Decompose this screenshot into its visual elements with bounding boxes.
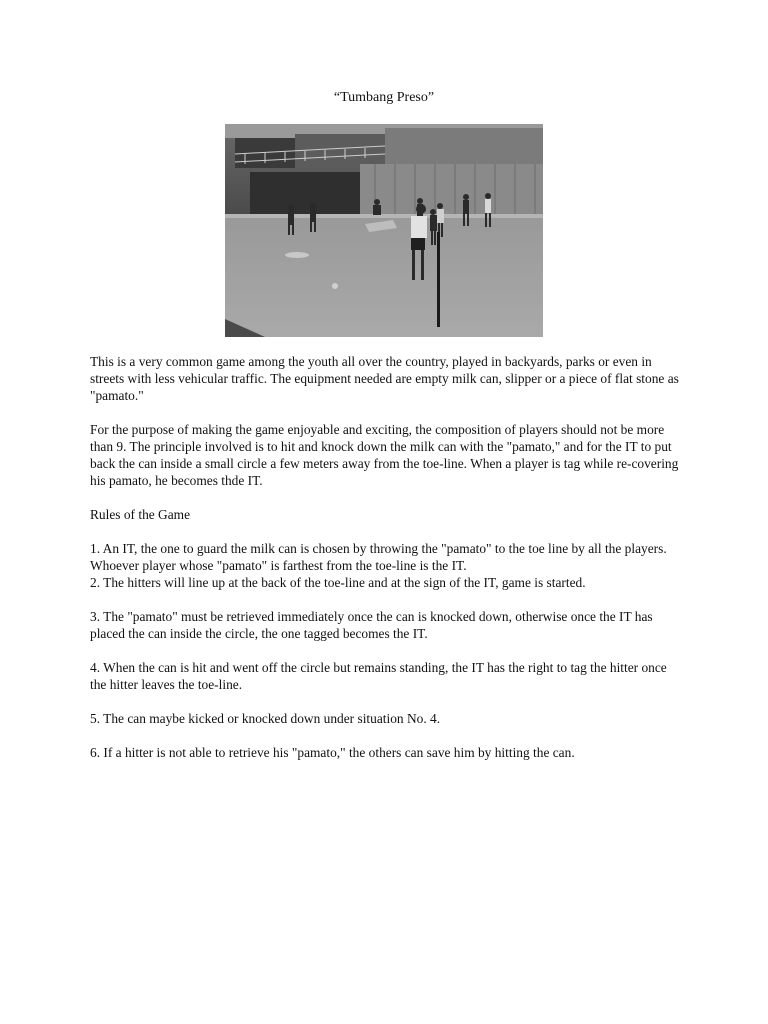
rules-heading: Rules of the Game: [90, 507, 191, 522]
rule-item: 3. The "pamato" must be retrieved immediately once the can is knocked down, otherwise once the IT has placed the can inside the circle, the one tagged becomes the IT.: [90, 609, 653, 641]
rule-item: 2. The hitters will line up at the back of the toe-line and at the sign of the IT, game is started.: [90, 575, 586, 590]
rule-item: 6. If a hitter is not able to retrieve his "pamato," the others can save him by hitting the can.: [90, 745, 575, 760]
rule-item: 5. The can maybe kicked or knocked down under situation No. 4.: [90, 711, 441, 726]
document-body: [90, 353, 680, 778]
street-game-photo: [225, 124, 543, 337]
purpose-paragraph: For the purpose of making the game enjoyable and exciting, the composition of players should not be more than 9. The principle involved is to hit and knock down the milk can with the "pamato," and for the IT to put back the can inside a small circle a few meters away from the toe-line. When a player is tag while re-covering his pamato, he becomes thde IT.: [90, 422, 679, 488]
rule-item: 4. When the can is hit and went off the circle but remains standing, the IT has the right to tag the hitter once the hitter leaves the toe-line.: [90, 660, 667, 692]
rule-item: 1. An IT, the one to guard the milk can is chosen by throwing the "pamato" to the toe line by all the players. Whoever player whose "pamato" is farthest from the toe-line is the IT.: [90, 541, 667, 573]
rules-list: [90, 540, 680, 761]
intro-paragraph: This is a very common game among the youth all over the country, played in backyards, parks or even in streets with less vehicular traffic. The equipment needed are empty milk can, slipper or a piece of flat stone as "pamato.": [90, 354, 679, 403]
document-title: “Tumbang Preso”: [333, 90, 435, 105]
